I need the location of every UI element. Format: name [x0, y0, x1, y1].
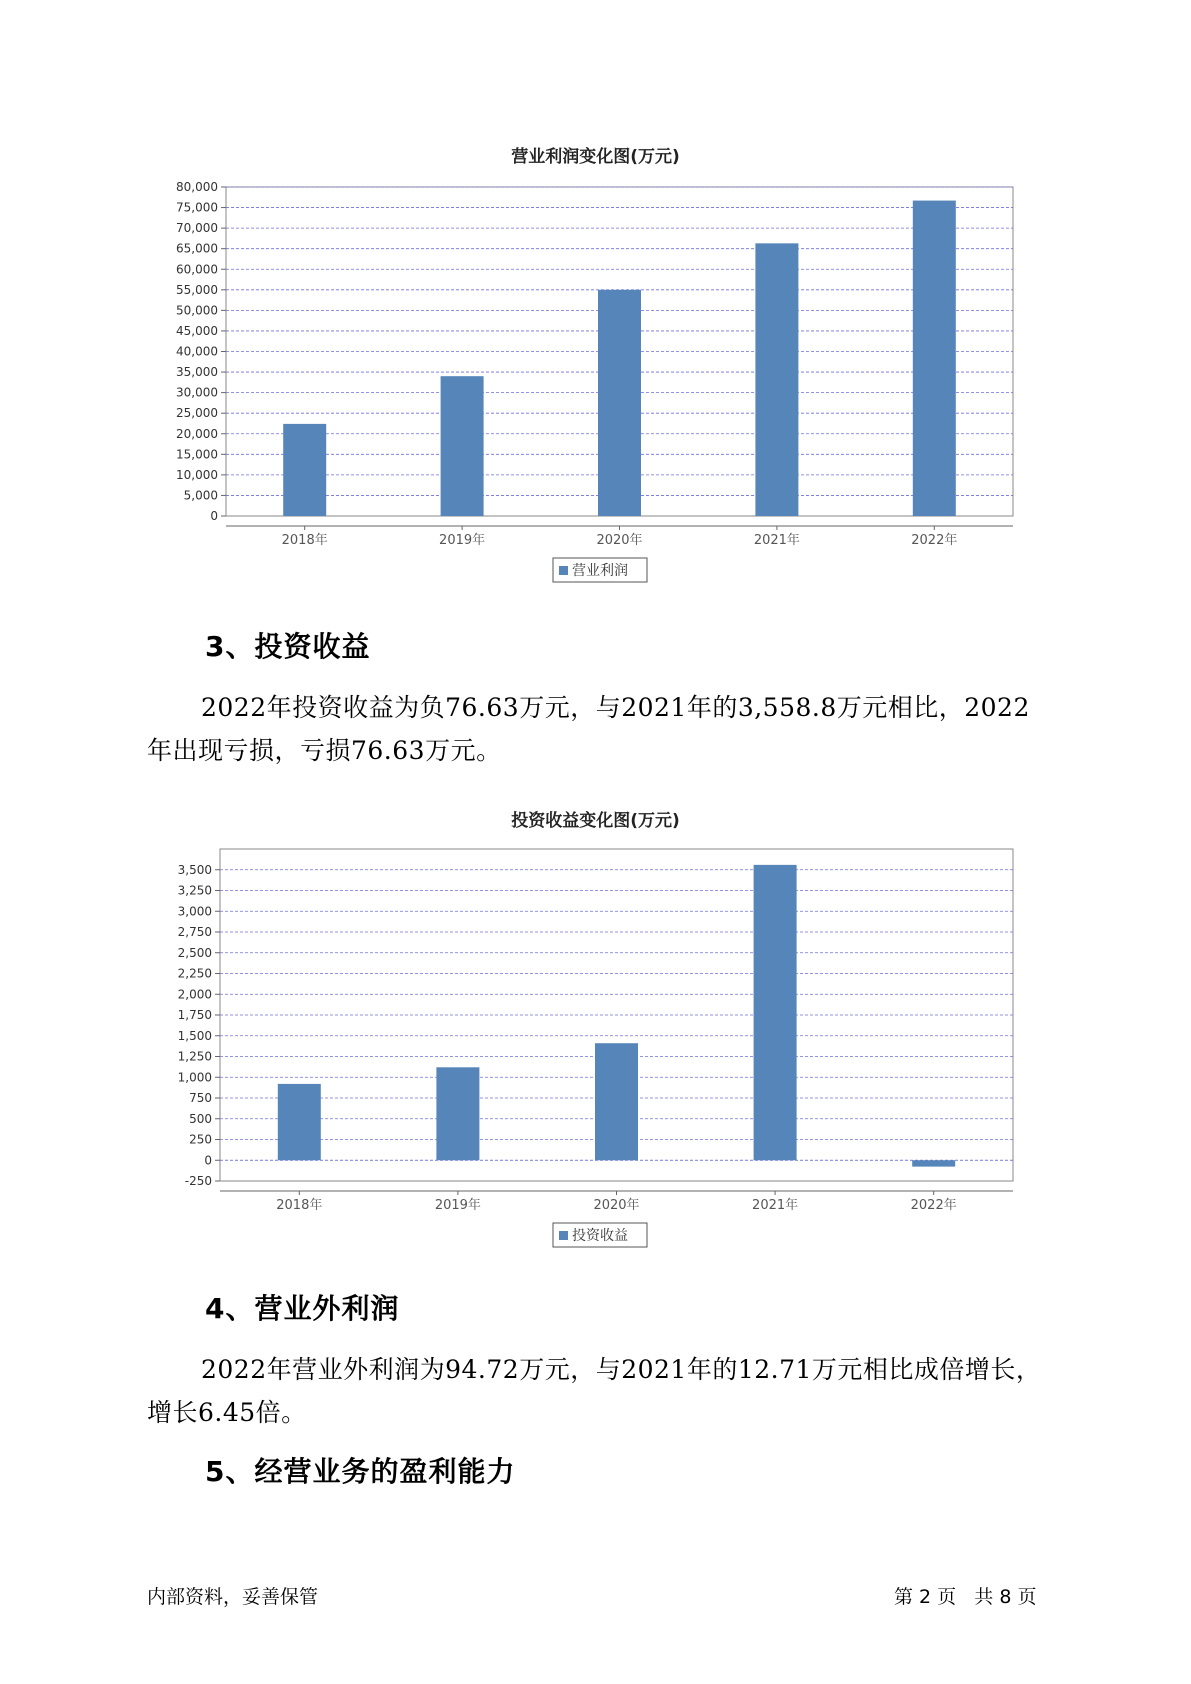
x-tick-label: 2018年: [276, 1198, 323, 1213]
y-tick-label: 1,250: [177, 1049, 212, 1064]
y-tick-label: 1,750: [177, 1008, 212, 1022]
bar: [595, 1043, 638, 1160]
y-tick-label: 500: [189, 1111, 212, 1126]
operating-profit-chart: [0, 170, 1191, 630]
bar: [283, 424, 326, 516]
footer-page-number: 第 2 页 共 8 页: [894, 1586, 1037, 1608]
legend-swatch: [559, 1231, 568, 1240]
x-tick-label: 2019年: [434, 1198, 481, 1213]
x-tick-label: 2022年: [911, 533, 958, 548]
investment-income-chart: [0, 834, 1191, 1254]
section5-heading: 5、经营业务的盈利能力: [205, 1455, 516, 1488]
y-tick-label: 40,000: [176, 344, 218, 359]
section4-line2: 增长6.45倍。: [147, 1398, 307, 1427]
section4-paragraph: [147, 1348, 1047, 1434]
bar: [754, 865, 797, 1160]
y-tick-label: 20,000: [176, 426, 218, 441]
chart2-title: 投资收益变化图(万元): [511, 811, 680, 831]
x-tick-label: 2022年: [910, 1198, 957, 1213]
y-tick-label: 35,000: [176, 365, 218, 380]
y-tick-label: 60,000: [176, 262, 218, 277]
chart1-title: 营业利润变化图(万元): [511, 147, 680, 167]
bar: [912, 1160, 955, 1166]
section4-line1: 2022年营业外利润为94.72万元，与2021年的12.71万元相比成倍增长，: [201, 1355, 1042, 1384]
y-tick-label: 80,000: [176, 180, 218, 194]
bar: [278, 1084, 321, 1160]
y-tick-label: 50,000: [176, 303, 218, 318]
section4-heading: 4、营业外利润: [205, 1292, 400, 1325]
y-tick-label: 1,500: [177, 1028, 212, 1043]
x-tick-label: 2021年: [752, 1198, 799, 1213]
y-tick-label: 750: [189, 1091, 212, 1105]
bar: [598, 290, 641, 516]
section3-line2: 年出现亏损，亏损76.63万元。: [147, 736, 502, 765]
y-tick-label: 3,500: [177, 862, 212, 877]
bar: [755, 243, 798, 516]
y-tick-label: 2,500: [177, 945, 212, 960]
legend-label: 营业利润: [572, 563, 628, 579]
x-tick-label: 2020年: [596, 533, 643, 548]
x-tick-label: 2018年: [281, 533, 328, 548]
legend-swatch: [559, 566, 568, 575]
x-tick-label: 2020年: [593, 1198, 640, 1213]
x-tick-label: 2021年: [753, 533, 800, 548]
footer-confidential: 内部资料，妥善保管: [147, 1586, 319, 1608]
y-tick-label: 45,000: [176, 323, 218, 338]
y-tick-label: 1,000: [177, 1070, 212, 1085]
y-tick-label: -250: [184, 1174, 212, 1188]
y-tick-label: 15,000: [176, 447, 218, 462]
y-tick-label: 55,000: [176, 282, 218, 297]
y-tick-label: 70,000: [176, 221, 218, 236]
x-tick-label: 2019年: [439, 533, 486, 548]
y-tick-label: 2,750: [177, 925, 212, 939]
bar: [436, 1067, 479, 1160]
y-tick-label: 75,000: [176, 200, 218, 215]
y-tick-label: 2,250: [177, 966, 212, 981]
y-tick-label: 65,000: [176, 241, 218, 256]
y-tick-label: 3,000: [177, 904, 212, 919]
y-tick-label: 250: [189, 1132, 212, 1147]
section3-paragraph: [147, 686, 1047, 772]
y-tick-label: 2,000: [177, 987, 212, 1002]
y-tick-label: 10,000: [176, 467, 218, 482]
y-tick-label: 0: [204, 1153, 212, 1168]
legend-label: 投资收益: [572, 1228, 628, 1244]
section3-line1: 2022年投资收益为负76.63万元，与2021年的3,558.8万元相比，2022: [201, 693, 1030, 722]
bar: [441, 376, 484, 516]
y-tick-label: 30,000: [176, 385, 218, 400]
bar: [913, 201, 956, 516]
y-tick-label: 3,250: [177, 883, 212, 898]
y-tick-label: 5,000: [183, 488, 218, 503]
y-tick-label: 25,000: [176, 406, 218, 421]
y-tick-label: 0: [210, 509, 218, 523]
section3-heading: 3、投资收益: [205, 630, 371, 663]
